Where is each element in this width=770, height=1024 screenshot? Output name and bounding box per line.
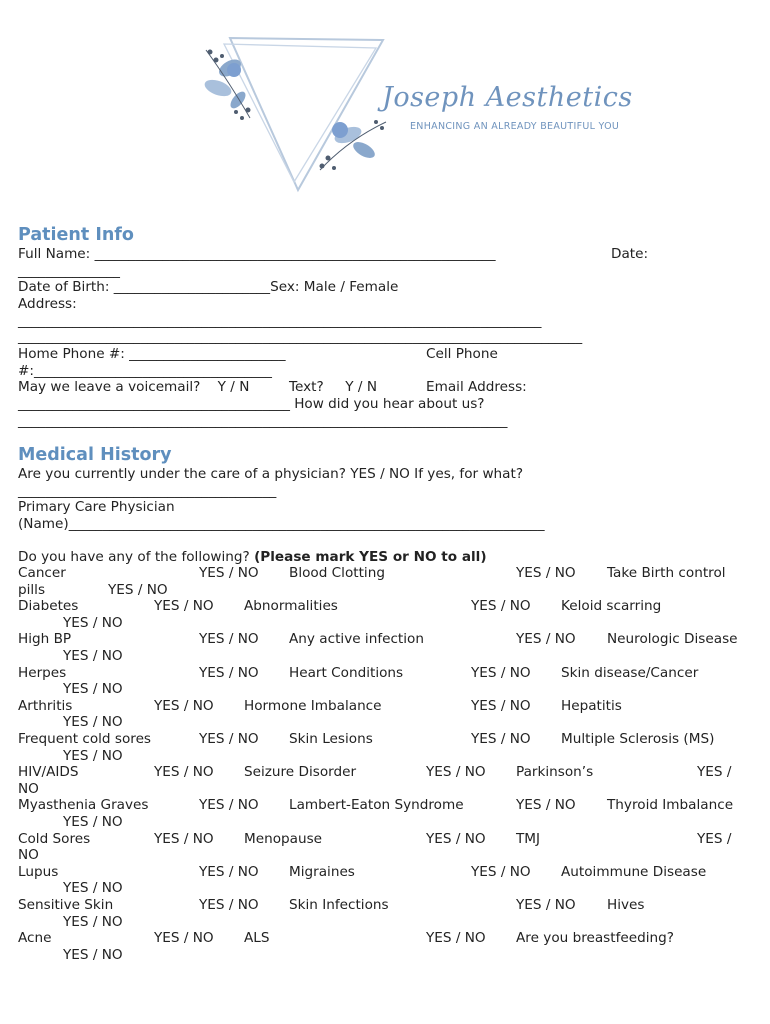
- condition-label: Skin Infections: [289, 897, 389, 913]
- yes-no-choice[interactable]: YES / NO: [154, 598, 214, 615]
- condition-label: Are you breastfeeding?: [516, 930, 674, 947]
- physician-field[interactable]: ______________________________________: [18, 483, 277, 499]
- yes-no-choice[interactable]: YES / NO: [426, 830, 486, 847]
- logo-name: Joseph Aesthetics: [382, 82, 633, 113]
- yes-no-choice[interactable]: YES / NO: [516, 565, 576, 581]
- condition-label: Arthritis: [18, 697, 73, 714]
- condition-label: Hormone Imbalance: [244, 697, 382, 714]
- condition-label: Heart Conditions: [289, 664, 404, 681]
- full-name-field[interactable]: Full Name: ___________________________________________________________: [18, 246, 496, 262]
- yes-no-choice[interactable]: YES / NO: [154, 930, 214, 947]
- condition-label: ALS: [244, 930, 270, 947]
- yes-no-choice[interactable]: YES / NO: [63, 648, 123, 664]
- pcp-label: Primary Care Physician: [18, 499, 175, 515]
- condition-label: Parkinson’s: [516, 764, 594, 781]
- yes-no-choice[interactable]: YES / NO: [199, 565, 259, 581]
- condition-label: Abnormalities: [244, 598, 338, 615]
- condition-label: Diabetes: [18, 598, 79, 615]
- yes-no-choice[interactable]: YES / NO: [471, 598, 531, 615]
- referral-field[interactable]: ________________________________________________________________________: [18, 413, 508, 429]
- date-field[interactable]: _______________: [18, 263, 120, 279]
- voicemail-question[interactable]: May we leave a voicemail? Y / N: [18, 379, 250, 395]
- condition-label: Frequent cold sores: [18, 731, 152, 747]
- condition-label: Take Birth control: [607, 565, 726, 581]
- email-field[interactable]: ________________________________________ How did you hear about us?: [18, 396, 485, 412]
- medical-history-heading: Medical History: [18, 445, 172, 465]
- yes-no-choice[interactable]: YES / NO: [199, 731, 259, 747]
- yes-no-choice[interactable]: YES / NO: [426, 930, 486, 947]
- yes-no-choice[interactable]: YES / NO: [516, 797, 576, 814]
- condition-label: Menopause: [244, 830, 323, 847]
- text-question[interactable]: Text? Y / N: [289, 379, 378, 395]
- yes-no-choice[interactable]: YES / NO: [63, 714, 123, 731]
- yes-no-choice[interactable]: YES / NO: [63, 614, 123, 631]
- conditions-question: [18, 549, 487, 565]
- condition-label: Cold Sores: [18, 830, 91, 847]
- condition-label: Blood Clotting: [289, 565, 385, 581]
- floral-triangle-logo-icon: [188, 30, 608, 200]
- condition-label: Seizure Disorder: [244, 764, 357, 781]
- condition-label: Thyroid Imbalance: [607, 797, 734, 814]
- condition-label: Lupus: [18, 863, 59, 880]
- condition-label: Hepatitis: [561, 697, 622, 714]
- yes-no-choice[interactable]: YES / NO: [154, 764, 214, 781]
- cell-phone-label: Cell Phone: [426, 346, 498, 362]
- conditions-instruction: (Please mark YES or NO to all): [254, 549, 487, 565]
- yes-no-choice[interactable]: YES / NO: [63, 946, 123, 963]
- yes-no-choice[interactable]: YES / NO: [199, 797, 259, 814]
- yes-no-choice[interactable]: YES / NO: [471, 664, 531, 681]
- yes-no-choice-wrap[interactable]: NO: [18, 780, 39, 797]
- cell-phone-field[interactable]: #:___________________________________: [18, 363, 272, 379]
- condition-label: Sensitive Skin: [18, 897, 114, 913]
- yes-no-choice[interactable]: YES /: [697, 830, 732, 847]
- yes-no-choice[interactable]: YES /: [697, 764, 732, 781]
- yes-no-choice[interactable]: YES / NO: [154, 830, 214, 847]
- address-label: Address:: [18, 296, 77, 312]
- yes-no-choice[interactable]: YES / NO: [471, 863, 531, 880]
- condition-label: Skin Lesions: [289, 731, 373, 747]
- yes-no-choice[interactable]: YES / NO: [516, 631, 576, 648]
- yes-no-choice[interactable]: YES / NO: [154, 697, 214, 714]
- yes-no-choice[interactable]: YES / NO: [199, 664, 259, 681]
- yes-no-choice[interactable]: YES / NO: [63, 880, 123, 897]
- condition-label: Acne: [18, 930, 52, 947]
- yes-no-choice[interactable]: YES / NO: [471, 731, 531, 747]
- yes-no-choice[interactable]: YES / NO: [426, 764, 486, 781]
- address-field-1[interactable]: _____________________________________________________________________________: [18, 313, 542, 329]
- yes-no-choice[interactable]: YES / NO: [471, 697, 531, 714]
- condition-label: Myasthenia Graves: [18, 797, 149, 814]
- condition-label: TMJ: [516, 830, 541, 847]
- condition-label: Herpes: [18, 664, 67, 681]
- yes-no-choice[interactable]: YES / NO: [108, 581, 168, 598]
- date-label: Date:: [611, 246, 649, 262]
- condition-label: Multiple Sclerosis (MS): [561, 731, 715, 747]
- condition-label: Skin disease/Cancer: [561, 664, 699, 681]
- conditions-question-text: Do you have any of the following?: [18, 549, 255, 565]
- condition-label: High BP: [18, 631, 72, 648]
- condition-label: Migraines: [289, 863, 355, 880]
- yes-no-choice[interactable]: YES / NO: [199, 897, 259, 913]
- condition-label: HIV/AIDS: [18, 764, 79, 781]
- yes-no-choice-wrap[interactable]: NO: [18, 847, 39, 864]
- address-field-2[interactable]: ___________________________________________________________________________________: [18, 329, 583, 345]
- logo-tagline: ENHANCING AN ALREADY BEAUTIFUL YOU: [410, 121, 620, 132]
- home-phone-field[interactable]: Home Phone #: _______________________: [18, 346, 286, 362]
- condition-label: Any active infection: [289, 631, 424, 648]
- condition-label: Hives: [607, 897, 645, 913]
- physician-question[interactable]: Are you currently under the care of a physician? YES / NO If yes, for what?: [18, 466, 524, 482]
- condition-label: Keloid scarring: [561, 598, 662, 615]
- yes-no-choice[interactable]: YES / NO: [199, 863, 259, 880]
- yes-no-choice[interactable]: YES / NO: [516, 897, 576, 913]
- yes-no-choice[interactable]: YES / NO: [63, 747, 123, 764]
- condition-label: Cancer: [18, 565, 66, 581]
- dob-sex-field[interactable]: Date of Birth: _______________________Sex: Male / Female: [18, 279, 399, 295]
- pcp-name-field[interactable]: (Name)______________________________________________________________________: [18, 516, 545, 532]
- email-label: Email Address:: [426, 379, 527, 395]
- patient-info-heading: Patient Info: [18, 225, 134, 245]
- yes-no-choice[interactable]: YES / NO: [63, 913, 123, 930]
- condition-label: Autoimmune Disease: [561, 863, 707, 880]
- yes-no-choice[interactable]: YES / NO: [63, 814, 123, 830]
- yes-no-choice[interactable]: YES / NO: [63, 681, 123, 698]
- condition-label: Lambert-Eaton Syndrome: [289, 797, 464, 814]
- condition-label-wrap: pills: [18, 581, 46, 598]
- condition-label: Neurologic Disease: [607, 631, 738, 648]
- yes-no-choice[interactable]: YES / NO: [199, 631, 259, 648]
